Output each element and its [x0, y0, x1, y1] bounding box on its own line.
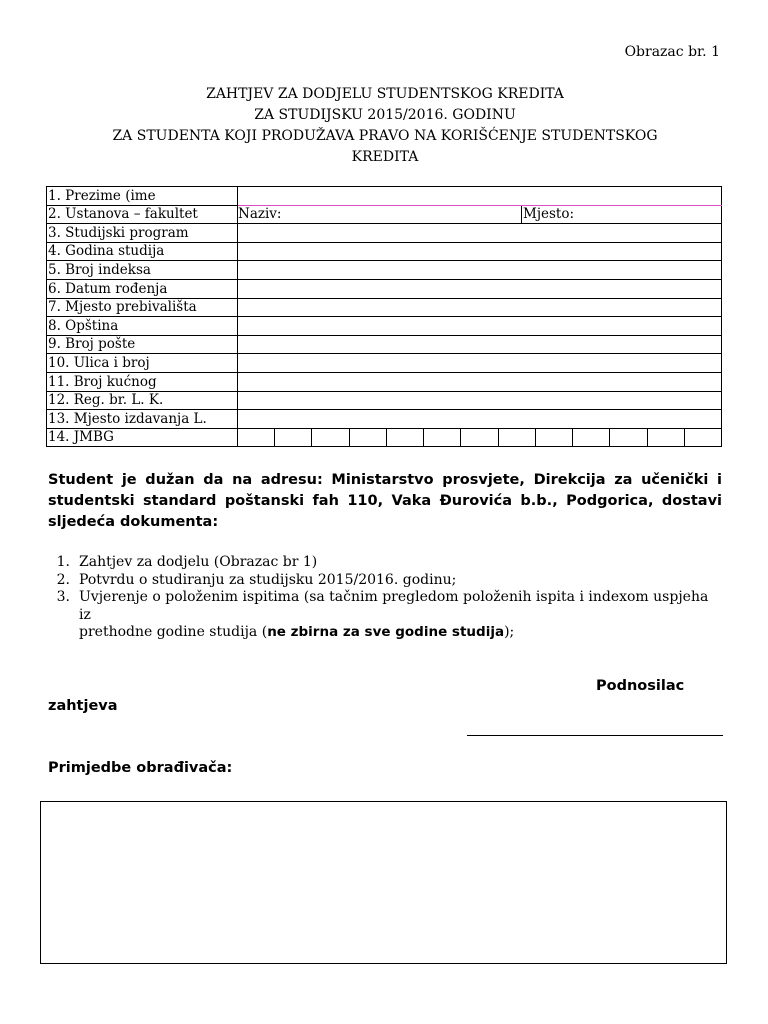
- jmbg-digit-box[interactable]: [610, 429, 647, 447]
- row-residence: [47, 298, 722, 317]
- jmbg-digit-box[interactable]: [312, 429, 349, 447]
- input-surname-name[interactable]: [238, 187, 722, 206]
- label-jmbg: 14. JMBG: [47, 428, 238, 447]
- applicant-label-continued: zahtjeva: [48, 698, 118, 714]
- input-id-issue-place[interactable]: [238, 410, 722, 429]
- input-municipality[interactable]: [238, 317, 722, 336]
- label-institution: 2. Ustanova – fakultet: [47, 205, 238, 224]
- label-street: 10. Ulica i broj: [47, 354, 238, 373]
- form-title: [48, 84, 722, 168]
- applicant-label: Podnosilac: [596, 678, 685, 694]
- jmbg-digit-box[interactable]: [648, 429, 685, 447]
- input-birth-date[interactable]: [238, 279, 722, 298]
- row-index-number: [47, 261, 722, 280]
- item-text-emphasis: ne zbirna za sve godine studija: [267, 624, 505, 640]
- student-data-table: [46, 186, 722, 447]
- label-id-issue-place: 13. Mjesto izdavanja L.: [47, 410, 238, 429]
- row-surname-name: [47, 187, 722, 206]
- input-residence[interactable]: [238, 298, 722, 317]
- list-item: [48, 589, 722, 642]
- label-study-program: 3. Studijski program: [47, 224, 238, 243]
- item-text-continued: prethodne godine studija (: [79, 624, 268, 640]
- label-surname-name: 1. Prezime (ime: [47, 187, 238, 206]
- signature-line[interactable]: [467, 735, 723, 736]
- item-number: 2.: [56, 571, 70, 588]
- input-institution-place[interactable]: Mjesto:: [523, 205, 575, 222]
- submission-notice: Student je dužan da na adresu: Ministarstvo prosvjete, Direkcija za učenički i studentski standard poštanski fah 110, Vaka Đurovića b.b., Podgorica, dostavi sljedeća dokumenta:: [48, 472, 722, 530]
- remarks-box[interactable]: [40, 801, 727, 964]
- jmbg-digit-box[interactable]: [573, 429, 610, 447]
- input-index-number[interactable]: [238, 261, 722, 280]
- label-residence: 7. Mjesto prebivališta: [47, 298, 238, 317]
- list-item: [48, 554, 722, 572]
- row-id-card-number: [47, 391, 722, 410]
- input-home-phone[interactable]: [238, 372, 722, 391]
- jmbg-digit-box[interactable]: [275, 429, 312, 447]
- title-line-4: KREDITA: [351, 149, 419, 165]
- jmbg-digit-box[interactable]: [350, 429, 387, 447]
- input-study-program[interactable]: [238, 224, 722, 243]
- row-id-issue-place: [47, 410, 722, 429]
- item-number: 3.: [56, 589, 70, 605]
- jmbg-digit-boxes: [238, 429, 721, 447]
- label-birth-date: 6. Datum rođenja: [47, 279, 238, 298]
- label-id-card-number: 12. Reg. br. L. K.: [47, 391, 238, 410]
- item-text: Zahtjev za dodjelu (Obrazac br 1): [79, 554, 318, 570]
- jmbg-digit-box[interactable]: [424, 429, 461, 447]
- title-line-2: ZA STUDIJSKU 2015/2016. GODINU: [254, 107, 516, 123]
- title-line-3: ZA STUDENTA KOJI PRODUŽAVA PRAVO NA KORIŠĆENJE STUDENTSKOG: [112, 128, 658, 144]
- row-study-program: [47, 224, 722, 243]
- jmbg-digit-box[interactable]: [238, 429, 275, 447]
- remarks-label: Primjedbe obrađivača:: [48, 760, 233, 776]
- row-jmbg: [47, 428, 722, 447]
- row-study-year: [47, 242, 722, 261]
- jmbg-digit-box[interactable]: [499, 429, 536, 447]
- label-municipality: 8. Opština: [47, 317, 238, 336]
- input-postal-code[interactable]: [238, 335, 722, 354]
- row-institution: [47, 205, 722, 224]
- form-number: Obrazac br. 1: [624, 44, 720, 60]
- row-municipality: [47, 317, 722, 336]
- item-text: Potvrdu o studiranju za studijsku 2015/2016. godinu;: [79, 571, 457, 588]
- item-text-end: );: [504, 624, 515, 640]
- item-text: Uvjerenje o položenim ispitima (sa tačnim pregledom položenih ispita i indexom uspjeha iz: [79, 589, 709, 623]
- row-street: [47, 354, 722, 373]
- row-postal-code: [47, 335, 722, 354]
- label-study-year: 4. Godina studija: [47, 242, 238, 261]
- required-documents-list: [48, 554, 722, 642]
- jmbg-digit-box[interactable]: [685, 429, 721, 447]
- list-item: [48, 572, 722, 590]
- row-home-phone: [47, 372, 722, 391]
- input-id-card-number[interactable]: [238, 391, 722, 410]
- label-index-number: 5. Broj indeksa: [47, 261, 238, 280]
- jmbg-digit-box[interactable]: [387, 429, 424, 447]
- input-institution-name[interactable]: Naziv:: [238, 206, 522, 224]
- jmbg-digit-box[interactable]: [461, 429, 498, 447]
- row-birth-date: [47, 279, 722, 298]
- input-street[interactable]: [238, 354, 722, 373]
- jmbg-digit-box[interactable]: [536, 429, 573, 447]
- item-number: 1.: [56, 554, 70, 570]
- label-postal-code: 9. Broj pošte: [47, 335, 238, 354]
- input-study-year[interactable]: [238, 242, 722, 261]
- label-home-phone: 11. Broj kućnog: [47, 372, 238, 391]
- title-line-1: ZAHTJEV ZA DODJELU STUDENTSKOG KREDITA: [206, 86, 564, 102]
